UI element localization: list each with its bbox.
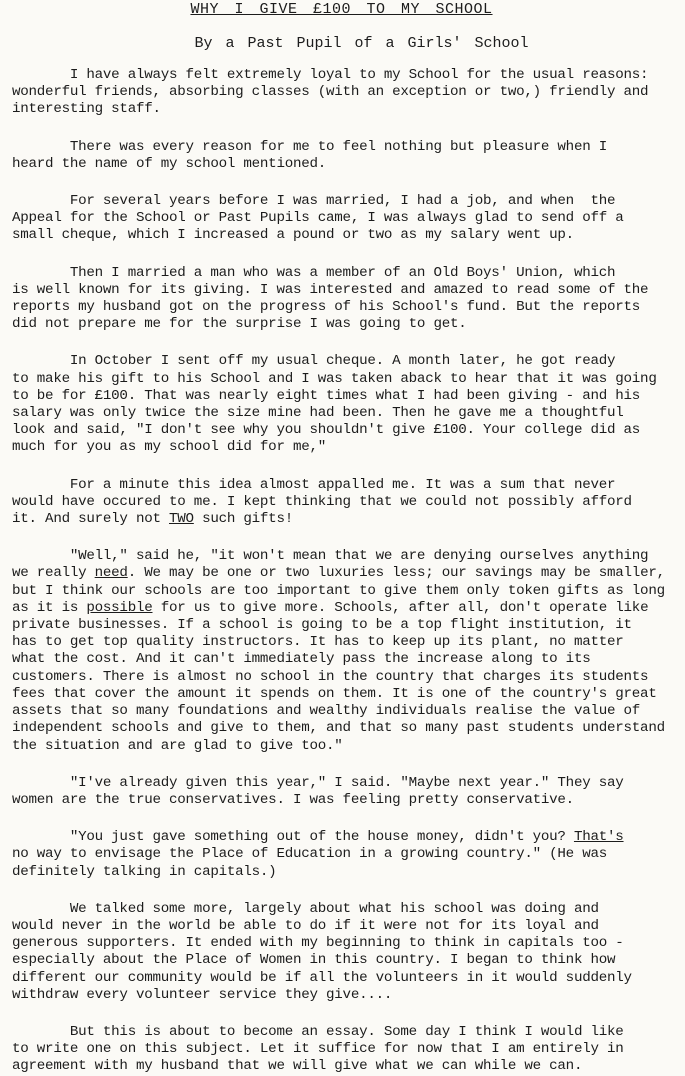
paragraph	[12, 1024, 671, 1076]
text-line: For several years before I was married, I had a job, and when the	[12, 193, 616, 210]
text-line: look and said, "I don't see why you shouldn't give £100. Your college did as	[12, 422, 641, 439]
text-line: There was every reason for me to feel nothing but pleasure when I	[12, 138, 607, 155]
text-line: to make his gift to his School and I was taken aback to hear that it was going	[12, 370, 657, 387]
text-line: private businesses. If a school is going to be a top flight institution, it	[12, 617, 632, 634]
paragraph	[12, 67, 671, 119]
text-line: would have occured to me. I kept thinking that we could not possibly afford	[12, 493, 632, 510]
text-line: "Well," said he, "it won't mean that we are denying ourselves anything	[12, 548, 649, 565]
text-line: as it is possible for us to give more. Schools, after all, don't operate like	[12, 599, 649, 616]
text-line: much for you as my school did for me,"	[12, 439, 327, 456]
text-line: customers. There is almost no school in the country that charges its students	[12, 668, 649, 685]
text-line: salary was only twice the size mine had been. Then he gave me a thoughtful	[12, 405, 624, 422]
paragraph	[12, 265, 671, 334]
text-line: wonderful friends, absorbing classes (with an exception or two,) friendly and	[12, 84, 649, 101]
text-line: In October I sent off my usual cheque. A month later, he got ready	[12, 353, 616, 370]
text-line: did not prepare me for the surprise I was going to get.	[12, 316, 467, 333]
text-line: the situation and are glad to give too."	[12, 737, 343, 754]
text-line: we really need. We may be one or two luxuries less; our savings may be smaller,	[12, 565, 665, 582]
text-line: heard the name of my school mentioned.	[12, 155, 327, 172]
paragraph	[12, 829, 671, 881]
paragraph	[12, 477, 671, 529]
text-line: But this is about to become an essay. Some day I think I would like	[12, 1023, 624, 1040]
paragraph	[12, 353, 671, 456]
paragraph	[12, 775, 671, 809]
paragraph	[12, 193, 671, 245]
text-line: but I think our schools are too important to give them only token gifts as long	[12, 582, 665, 599]
text-line: generous supporters. It ended with my beginning to think in capitals too -	[12, 935, 624, 952]
text-line: has to get top quality instructors. It has to keep up its plant, no matter	[12, 634, 624, 651]
page-title: WHY I GIVE £100 TO MY SCHOOL	[190, 1, 493, 18]
text-line: "You just gave something out of the house money, didn't you? That's	[12, 829, 624, 846]
page-subtitle: By a Past Pupil of a Girls' School	[194, 35, 529, 52]
text-line: We talked some more, largely about what his school was doing and	[12, 900, 599, 917]
text-line: For a minute this idea almost appalled me. It was a sum that never	[12, 476, 616, 493]
text-line: Appeal for the School or Past Pupils came, I was always glad to send off a	[12, 210, 624, 227]
text-line: "I've already given this year," I said. "Maybe next year." They say	[12, 774, 624, 791]
text-line: I have always felt extremely loyal to my School for the usual reasons:	[12, 67, 649, 83]
text-line: reports my husband got on the progress of his School's fund. But the reports	[12, 299, 641, 316]
paragraph	[12, 901, 671, 1004]
text-line: interesting staff.	[12, 101, 161, 118]
text-line: small cheque, which I increased a pound or two as my salary went up.	[12, 227, 574, 244]
text-line: definitely talking in capitals.)	[12, 863, 277, 880]
text-line: women are the true conservatives. I was feeling pretty conservative.	[12, 791, 574, 808]
text-line: especially about the Place of Women in this country. I began to think how	[12, 952, 616, 969]
text-line: to be for £100. That was nearly eight times what I had been giving - and his	[12, 387, 641, 404]
text-line: fees that cover the amount it spends on them. It is one of the country's great	[12, 685, 657, 702]
paragraph	[12, 548, 671, 754]
text-line: is well known for its giving. I was interested and amazed to read some of the	[12, 281, 649, 298]
text-line: no way to envisage the Place of Education in a growing country." (He was	[12, 846, 607, 863]
text-line: Then I married a man who was a member of an Old Boys' Union, which	[12, 264, 616, 281]
text-line: agreement with my husband that we will give what we can while we can.	[12, 1058, 583, 1075]
text-line: would never in the world be able to do if it were not for its loyal and	[12, 917, 599, 934]
text-line: to write one on this subject. Let it suffice for now that I am entirely in	[12, 1041, 624, 1058]
paragraph	[12, 139, 671, 173]
text-line: it. And surely not TWO such gifts!	[12, 511, 293, 528]
text-line: different our community would be if all the volunteers in it would suddenly	[12, 969, 632, 986]
text-line: what the cost. And it can't immediately pass the increase along to its	[12, 651, 591, 668]
text-line: independent schools and give to them, and that so many past students understand	[12, 720, 665, 737]
text-line: assets that so many foundations and wealthy individuals realise the value of	[12, 703, 641, 720]
text-line: withdraw every volunteer service they give....	[12, 986, 393, 1003]
